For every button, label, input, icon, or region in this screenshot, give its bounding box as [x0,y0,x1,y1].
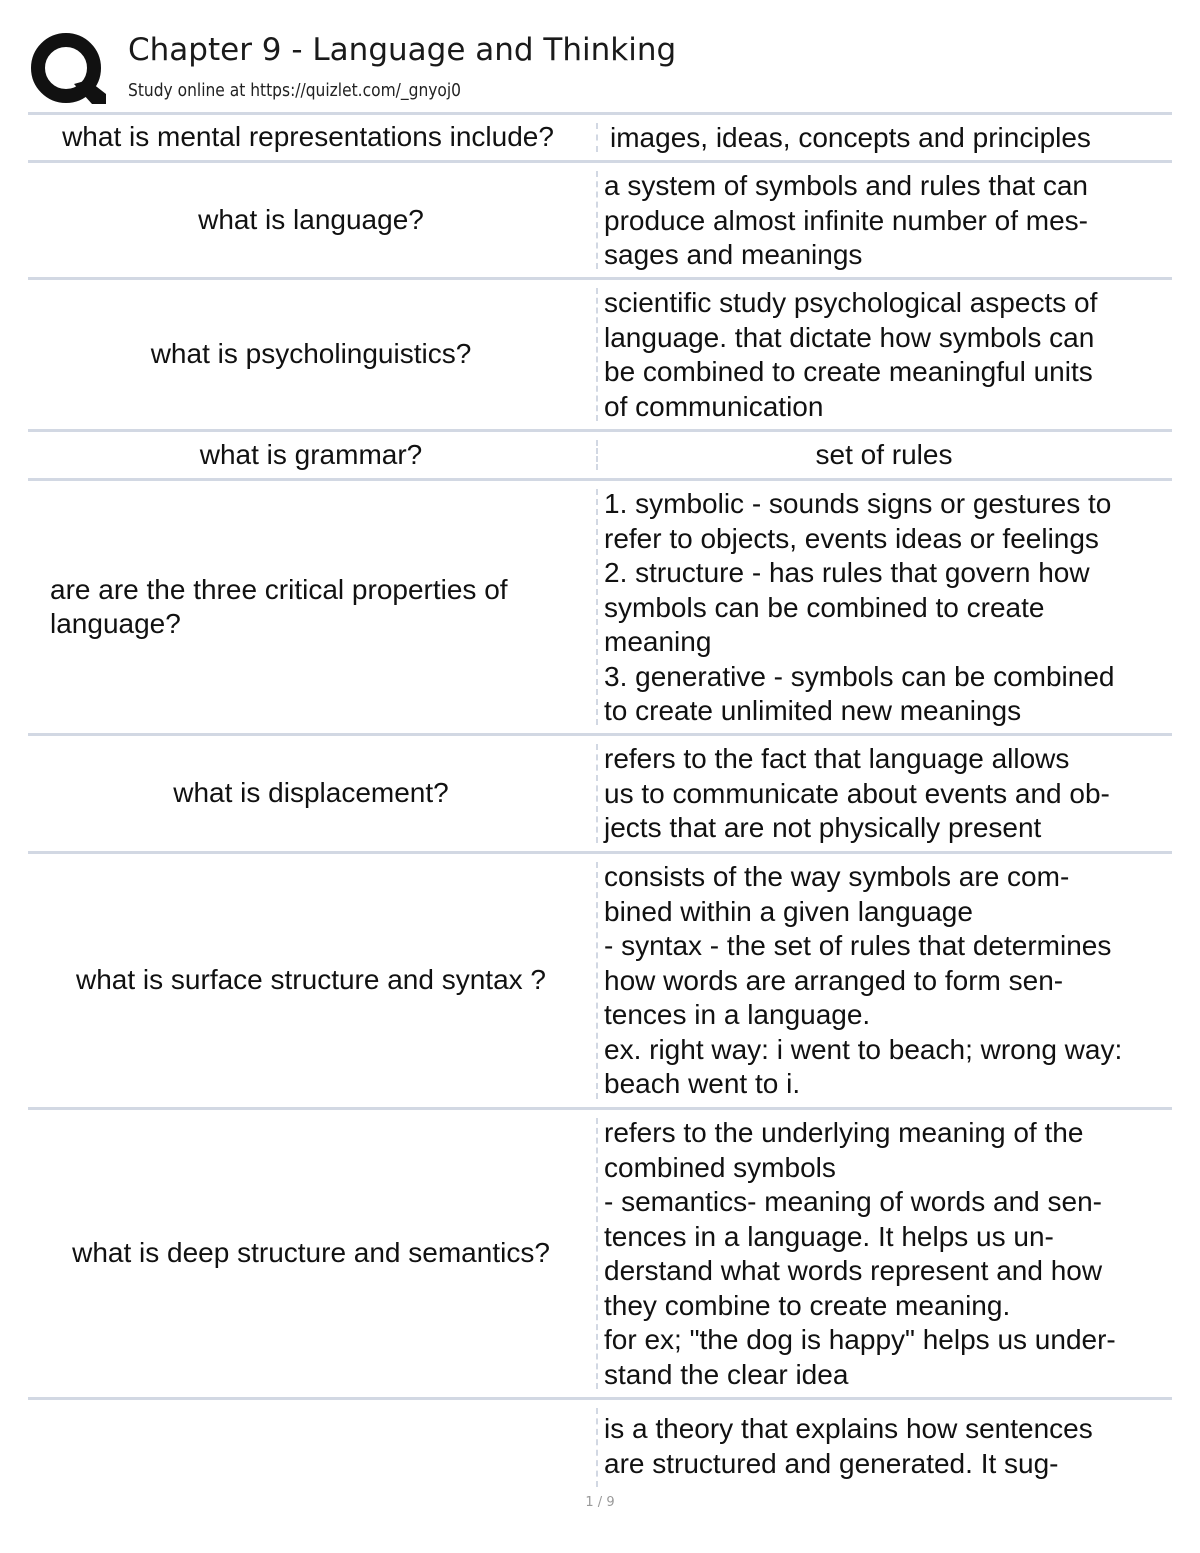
card-term [28,1400,596,1489]
column-divider [596,862,598,1099]
column-divider [596,171,598,269]
flashcard-row [28,1107,1172,1397]
card-term: what is displacement? [173,777,449,809]
card-definition: a system of symbols and rules that can produce almost infinite number of mes- sages and meanings [604,170,1088,270]
flashcard-row [28,429,1172,478]
column-divider [596,489,598,725]
card-term: what is mental representations include? [62,121,554,153]
card-term: what is psycholinguistics? [150,338,472,370]
page-header [30,28,1170,110]
card-term: are are the three critical properties of language? [50,573,508,639]
card-definition: is a theory that explains how sentences are structured and generated. It sug- [604,1413,1093,1479]
flashcard-row [28,1397,1172,1489]
flashcard-row [28,851,1172,1107]
card-definition: refers to the underlying meaning of the combined symbols - semantics- meaning of words and sen- tences in a language. It helps us un- derstand what words represent and how they combine to create meaning. for ex; "the dog is happy" helps us under- stand the clear idea [604,1117,1116,1390]
card-definition: set of rules [815,439,953,470]
card-term: what is surface structure and syntax ? [76,964,546,996]
flashcard-row [28,733,1172,851]
card-definition: scientific study psychological aspects of language. that dictate how symbols can be combined to create meaningful units of communication [604,287,1098,422]
card-definition: consists of the way symbols are com- bined within a given language - syntax - the set of rules that determines how words are arranged to form sen- tences in a language. ex. right way: i went to beach; wrong way: beach went to i. [604,861,1123,1099]
quizlet-logo-icon [30,32,106,108]
flashcard-row [28,112,1172,160]
column-divider [596,123,598,152]
flashcard-row [28,277,1172,429]
column-divider [596,744,598,843]
column-divider [596,440,598,470]
flashcard-row [28,478,1172,733]
column-divider [596,1408,598,1487]
card-term: what is deep structure and semantics? [72,1237,550,1269]
card-term: what is grammar? [199,438,423,470]
page-title: Chapter 9 - Language and Thinking [128,32,677,68]
column-divider [596,1118,598,1389]
flashcard-table [28,112,1172,1489]
card-term: what is language? [198,203,424,235]
study-online-link[interactable]: Study online at https://quizlet.com/_gnyoj0 [128,80,462,101]
flashcard-row [28,160,1172,277]
card-definition: images, ideas, concepts and principles [610,122,1091,153]
page-number: 1 / 9 [585,1495,615,1510]
card-definition: refers to the fact that language allows us to communicate about events and ob- jects that are not physically present [604,743,1110,843]
card-definition: 1. symbolic - sounds signs or gestures to refer to objects, events ideas or feelings 2. structure - has rules that govern how symbols can be combined to create meaning 3. generative - symbols can be combined to create unlimited new meanings [604,488,1115,726]
column-divider [596,288,598,421]
